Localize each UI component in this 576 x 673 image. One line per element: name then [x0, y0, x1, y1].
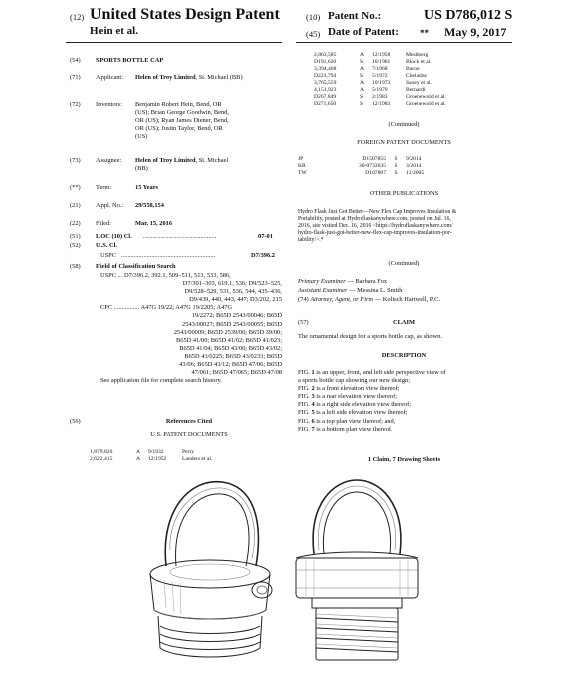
attorney-code: (74)	[298, 296, 311, 303]
appl-code: (21)	[70, 202, 81, 209]
cite-date: 2/1983	[372, 94, 388, 100]
cite-number: 2,863,585	[314, 52, 337, 58]
claim-code: (57)	[298, 319, 309, 326]
description-line	[298, 409, 514, 417]
assistant-examiner-name: — Messina L. Smith	[347, 287, 403, 294]
field-line: CPC ................ A47G 19/22; A47G 19/2205; A47G	[100, 304, 233, 312]
assistant-examiner-label: Assistant Examiner	[298, 287, 348, 294]
applicant-label: Applicant:	[96, 74, 123, 81]
field-line: D9/439, 440, 443, 447; D3/202, 215	[189, 296, 282, 304]
cite-kind: A	[360, 80, 365, 86]
cite-name: Groenewold et al.	[406, 101, 446, 107]
us-patent-docs-label: U.S. PATENT DOCUMENTS	[150, 431, 228, 438]
inventors-label: Inventors:	[96, 101, 122, 108]
foreign-docs-label: FOREIGN PATENT DOCUMENTS	[357, 139, 451, 146]
patent-date: May 9, 2017	[444, 25, 507, 39]
foreign-number: 30-0733635	[358, 163, 386, 169]
cite-number: 1,879,820	[90, 449, 113, 455]
foreign-date: 9/2014	[406, 156, 422, 162]
front-view-drawing	[282, 470, 432, 670]
description-line	[298, 401, 514, 409]
uspc-dots: ...........................................................	[121, 252, 216, 259]
field-line: D9/528–529, 531, 536, 544, 435–436,	[184, 288, 282, 296]
cite-number: 2,622,415	[90, 456, 113, 462]
foreign-date: 11/2005	[406, 170, 425, 176]
desc-text: is a bottom plan view thereof.	[314, 425, 393, 433]
other-pubs-line: tability/>.*	[298, 237, 324, 244]
foreign-row	[298, 156, 422, 162]
term-label: Term:	[96, 184, 112, 191]
cite-date: 7/1968	[372, 66, 388, 72]
cite-number: D271,650	[314, 101, 337, 107]
attorney-name: — Kolisch Hartwell, P.C.	[373, 296, 441, 303]
description-label: DESCRIPTION	[381, 352, 427, 359]
cite-number: D267,849	[314, 94, 337, 100]
primary-examiner-label: Primary Examiner	[298, 278, 346, 285]
citation-row	[90, 456, 212, 462]
citation-row	[314, 66, 420, 72]
term-code: (**)	[70, 184, 81, 191]
title-code: (54)	[70, 57, 81, 64]
claim-label: CLAIM	[392, 319, 415, 326]
cite-name: Cheladze	[406, 73, 427, 79]
filed-value: Mar. 15, 2016	[135, 220, 173, 227]
cite-kind: S	[360, 73, 364, 79]
other-pubs-text	[298, 209, 514, 244]
loc-dots: ..............................................	[143, 233, 217, 240]
other-pubs-line: hydro-flask-just-got-better-new-flex-cap-improves-insulation-por-	[298, 230, 452, 237]
cite-date: 12/1952	[148, 456, 167, 462]
citation-row	[314, 94, 446, 100]
continued-label: (Continued)	[388, 121, 420, 128]
inventor-short: Hein et al.	[90, 25, 138, 37]
field-note: See application file for complete search history.	[100, 377, 222, 385]
cite-name: Perry	[182, 449, 195, 455]
desc-fig-number: 2	[311, 385, 315, 393]
primary-examiner	[298, 278, 387, 286]
inventors-line: OR (US); Justin Taylor, Bend, OR	[135, 125, 223, 133]
description-line	[298, 426, 514, 434]
desc-fig-number: 5	[311, 409, 315, 417]
foreign-country: TW	[298, 170, 307, 176]
header-rule-left	[66, 42, 282, 43]
field-code: (58)	[70, 263, 81, 270]
description-line	[298, 385, 514, 393]
cite-number: 3,765,559	[314, 80, 337, 86]
foreign-country: KR	[298, 163, 306, 169]
cite-number: 3,394,468	[314, 66, 337, 72]
header-rule-right	[296, 42, 512, 43]
description-line	[298, 369, 514, 377]
date-label: Date of Patent:	[328, 26, 399, 38]
field-label: Field of Classification Search	[96, 263, 176, 270]
cite-kind: A	[360, 52, 365, 58]
desc-fig-prefix: FIG.	[298, 417, 312, 425]
desc-fig-prefix: FIG.	[298, 401, 312, 409]
other-pubs-label: OTHER PUBLICATIONS	[369, 190, 439, 197]
foreign-row	[298, 170, 424, 176]
perspective-view-drawing	[130, 470, 280, 670]
cite-name: Bernardi	[406, 87, 426, 93]
citation-row	[314, 80, 432, 86]
loc-label: LOC (10) Cl.	[96, 233, 132, 240]
uscl-code: (52)	[70, 242, 81, 249]
cite-date: 12/1958	[372, 52, 391, 58]
patent-no-code: (10)	[306, 12, 321, 22]
field-line: USPC ... D7/396.2, 392.1, 509–511, 513, 533, 586,	[100, 272, 231, 279]
foreign-number: D107807	[365, 170, 386, 176]
date-marks: **	[420, 28, 429, 38]
field-line: 47/061; B65D 47/065; B65D 47/08	[191, 369, 282, 377]
desc-fig-prefix: FIG.	[298, 425, 312, 433]
kind-code: (12)	[70, 12, 85, 22]
field-line: 2543/00009; B65D 2539/00; B65D 39/00;	[173, 328, 282, 336]
field-line: B65D 41/04; B65D 43/00; B65D 43/02;	[179, 344, 282, 352]
uscl-label: U.S. Cl.	[96, 242, 117, 249]
assignee-value	[135, 157, 285, 173]
other-pubs-line: Portability, posted at Hydroflaskanywhere.com, posted on Jul. 16,	[298, 216, 451, 223]
assignee-code: (73)	[70, 157, 81, 164]
applicant-rest: , St. Michael (BB)	[195, 74, 243, 81]
cite-kind: A	[360, 87, 365, 93]
desc-text: a sports bottle cap showing our new design;	[298, 377, 410, 385]
cite-date: 5/1979	[372, 87, 388, 93]
field-line: 43/06; B65D 43/12; B65D 47/06; B65D	[179, 361, 282, 369]
cite-name: Meshberg	[406, 52, 429, 58]
description-line	[298, 377, 514, 385]
cite-name: Saxey et al.	[406, 80, 432, 86]
filed-label: Filed:	[96, 220, 111, 227]
foreign-kind: S	[394, 156, 398, 162]
foreign-country: JP	[298, 156, 304, 162]
cite-name: Block et al.	[406, 59, 432, 65]
cite-date: 10/1961	[372, 59, 391, 65]
citation-row	[314, 52, 428, 58]
field-lines	[100, 272, 282, 385]
foreign-date: 3/2014	[406, 163, 422, 169]
cite-number: D191,620	[314, 59, 337, 65]
cite-date: 10/1973	[372, 80, 391, 86]
description-line	[298, 393, 514, 401]
loc-value: 07-01	[258, 233, 273, 240]
desc-text: is a front elevation view thereof;	[314, 385, 400, 393]
cite-kind: S	[360, 59, 364, 65]
refs-label: References Cited	[165, 418, 213, 425]
cite-kind: S	[360, 94, 364, 100]
cite-number: D223,794	[314, 73, 337, 79]
foreign-number: D1507855	[362, 156, 386, 162]
description-line	[298, 418, 514, 426]
inventors-line: (US)	[135, 133, 148, 141]
field-line: D7/301–303, 619.1, 536; D9/523–525,	[182, 280, 282, 288]
date-code: (45)	[306, 29, 321, 39]
desc-fig-number: 3	[311, 393, 315, 401]
field-line: 19/2272; B65D 2543/00046; B65D	[191, 312, 282, 320]
patent-type-title: United States Design Patent	[90, 6, 280, 23]
desc-fig-prefix: FIG.	[298, 385, 312, 393]
filed-code: (22)	[70, 220, 81, 227]
cite-kind: A	[360, 66, 365, 72]
cite-kind: A	[136, 449, 141, 455]
cite-date: 5/1972	[372, 73, 388, 79]
assignee-label: Assignee:	[96, 157, 122, 164]
claim-text: The ornamental design for a sports bottle cap, as shown.	[298, 333, 442, 340]
desc-fig-prefix: FIG.	[298, 409, 312, 417]
claims-sheets-count: 1 Claim, 7 Drawing Sheets	[367, 456, 441, 463]
cite-name: Baron	[406, 66, 420, 72]
desc-text: is a right side elevation view thereof;	[314, 401, 412, 409]
refs-code: (56)	[70, 418, 81, 425]
assignee-line2: (BB)	[135, 165, 148, 173]
patent-number: US D786,012 S	[424, 8, 513, 23]
desc-fig-prefix: FIG.	[298, 393, 312, 401]
invention-title: SPORTS BOTTLE CAP	[96, 57, 164, 64]
desc-fig-number: 6	[311, 417, 315, 425]
applicant-code: (71)	[70, 74, 81, 81]
desc-text: is a top plan view thereof; and,	[314, 417, 396, 425]
foreign-kind: S	[394, 163, 398, 169]
citation-row	[90, 449, 194, 455]
appl-value: 29/558,154	[135, 202, 164, 209]
inventors-line: (US); Brian George Goodwin, Bend,	[135, 109, 229, 117]
assistant-examiner	[298, 287, 402, 295]
citation-row	[314, 101, 446, 107]
desc-fig-number: 7	[311, 425, 315, 433]
cite-date: 12/1983	[372, 101, 391, 107]
cite-kind: A	[136, 456, 141, 462]
desc-fig-number: 1	[311, 369, 315, 376]
cite-name: Landers et al.	[182, 456, 213, 462]
inventors-code: (72)	[70, 101, 81, 108]
uspc-label: USPC	[100, 252, 116, 259]
attorney	[298, 296, 440, 304]
desc-text: is a rear elevation view thereof;	[314, 393, 398, 401]
cite-number: 4,151,923	[314, 87, 337, 93]
assignee-name: Helen of Troy Limited	[135, 157, 196, 164]
desc-text: is an upper, front, and left side perspective view of	[314, 369, 446, 376]
patent-no-label: Patent No.:	[328, 10, 382, 22]
foreign-row	[298, 163, 422, 169]
field-line: B65D 43/0225; B65D 43/0233; B65D	[184, 352, 282, 360]
term-value: 15 Years	[135, 184, 159, 191]
cite-kind: S	[360, 101, 364, 107]
field-line: 2543/00027; B65D 2543/00055; B65D	[182, 320, 282, 328]
uspc-value: D7/396.2	[251, 252, 275, 259]
applicant-value	[135, 74, 285, 82]
applicant-name: Helen of Troy Limited	[135, 74, 196, 81]
citation-row	[314, 73, 427, 79]
appl-label: Appl. No.:	[96, 202, 124, 209]
other-pubs-line: Hydro Flask Just Got Better—New Flex Cap Improves Insulation &	[298, 209, 457, 215]
attorney-label: Attorney, Agent, or Firm	[310, 296, 374, 303]
inventors-line: Benjamin Robert Hein, Bend, OR	[135, 101, 222, 108]
cite-date: 9/1932	[148, 449, 164, 455]
foreign-kind: S	[394, 170, 398, 176]
desc-text: is a left side elevation view thereof;	[314, 409, 408, 417]
assignee-rest: , St. Michael	[195, 157, 229, 164]
continued-label: (Continued)	[388, 260, 420, 267]
primary-examiner-name: — Barbara Fox	[345, 278, 388, 285]
desc-fig-prefix: FIG.	[298, 369, 312, 376]
citation-row	[314, 59, 432, 65]
loc-code: (51)	[70, 233, 81, 240]
inventors-line: OR (US); Ryan James Diener, Bend,	[135, 117, 229, 125]
cite-name: Groenewold et al.	[406, 94, 446, 100]
inventors-list	[135, 101, 285, 141]
other-pubs-line: 2016, site visited Dec. 16, 2016 <https://hydroflaskanywhere.com/	[298, 223, 453, 230]
field-line: B65D 41/00; B65D 41/02; B65D 41/023;	[176, 336, 282, 344]
description-list	[298, 369, 514, 434]
citation-row	[314, 87, 426, 93]
desc-fig-number: 4	[311, 401, 315, 409]
